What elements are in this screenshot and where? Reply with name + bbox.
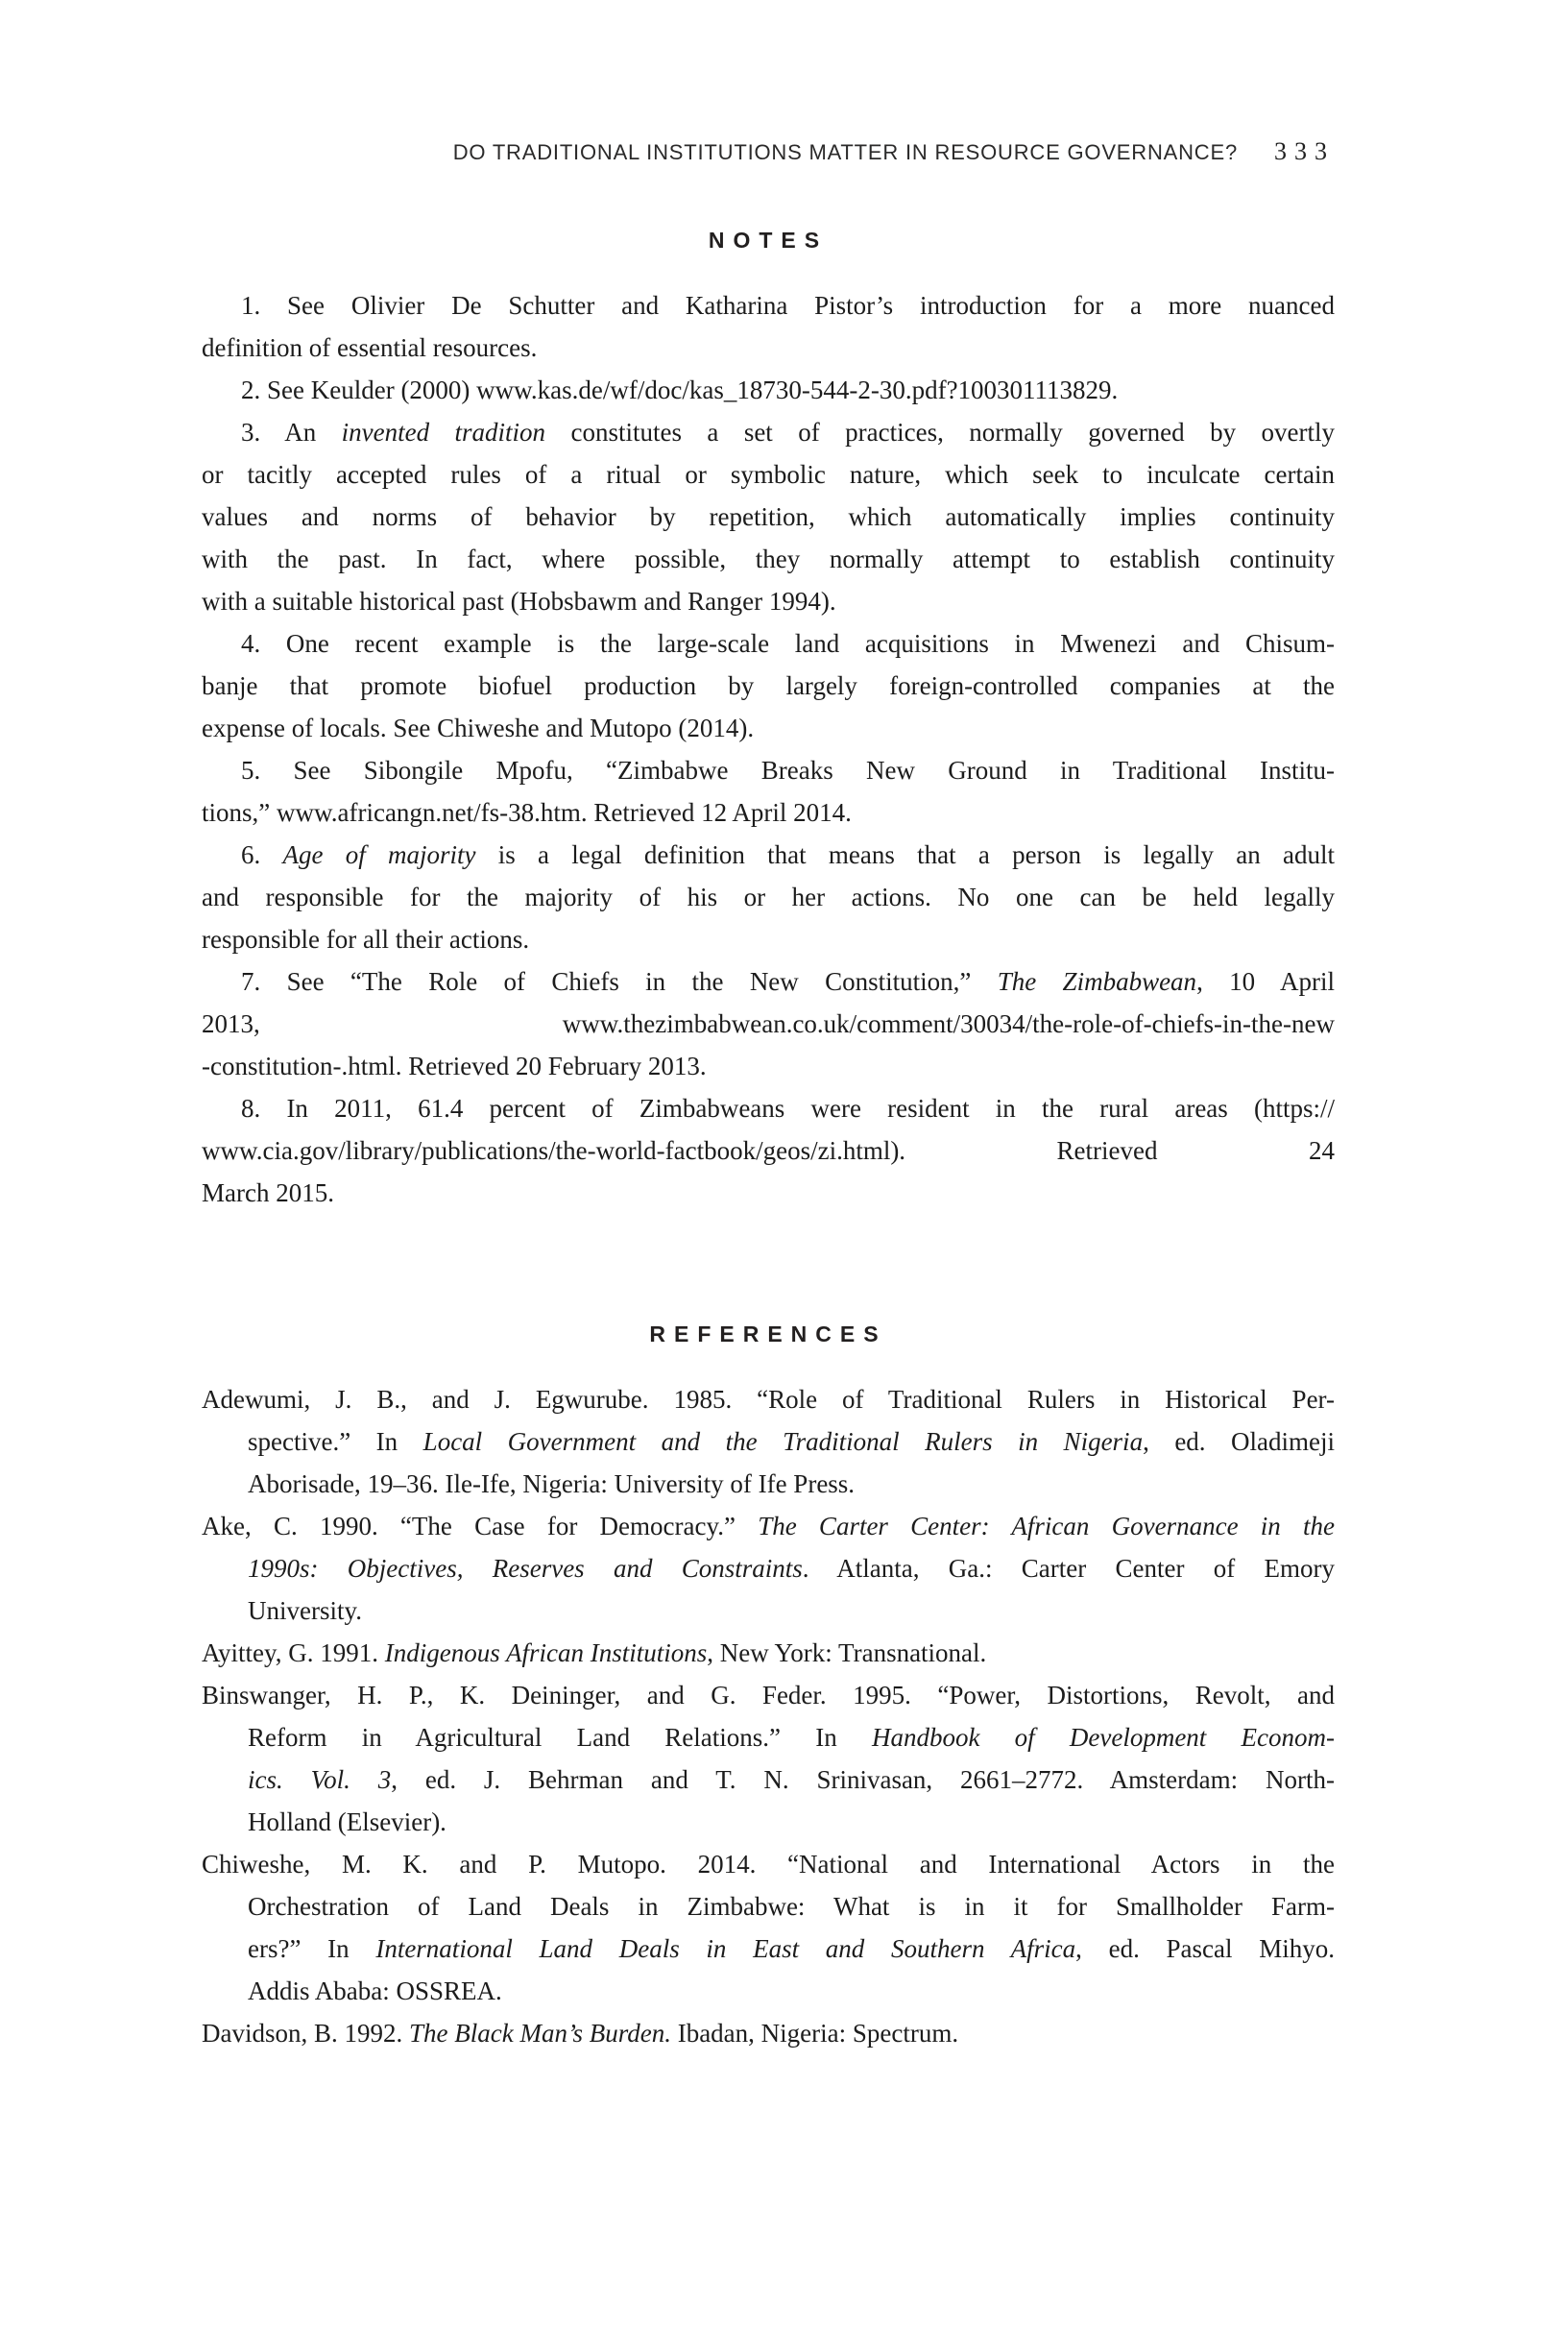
note-paragraph: [202, 411, 1335, 622]
reference-line: Orchestration of Land Deals in Zimbabwe: What is in it for Smallholder Farm-: [248, 1892, 1335, 1921]
reference-line: Reform in Agricultural Land Relations.” In Handbook of Development Econom-: [248, 1723, 1335, 1752]
note-line: March 2015.: [202, 1178, 334, 1207]
note-paragraph: [202, 1087, 1335, 1214]
running-head-title: DO TRADITIONAL INSTITUTIONS MATTER IN RESOURCE GOVERNANCE?: [452, 140, 1238, 164]
note-line: www.cia.gov/library/publications/the-world-factbook/geos/zi.html). Retrieved 24: [202, 1136, 1335, 1165]
reference-line: Adewumi, J. B., and J. Egwurube. 1985. “Role of Traditional Rulers in Historical Per-: [202, 1385, 1335, 1414]
note-line: or tacitly accepted rules of a ritual or symbolic nature, which seek to inculcate certain: [202, 460, 1335, 489]
references-heading: REFERENCES: [649, 1321, 887, 1346]
note-line: responsible for all their actions.: [202, 925, 530, 954]
note-line: with the past. In fact, where possible, they normally attempt to establish continuity: [202, 545, 1335, 573]
reference-line: Ake, C. 1990. “The Case for Democracy.” The Carter Center: African Governance in the: [202, 1512, 1336, 1540]
note-paragraph: [202, 284, 1335, 369]
reference-line: ers?” In International Land Deals in East and Southern Africa, ed. Pascal Mihyo.: [248, 1934, 1335, 1963]
note-line: 3. An invented tradition constitutes a set of practices, normally governed by overtly: [241, 418, 1336, 447]
reference-line: spective.” In Local Government and the Traditional Rulers in Nigeria, ed. Oladimeji: [248, 1427, 1336, 1456]
note-paragraph: [202, 749, 1335, 834]
note-line: 2. See Keulder (2000) www.kas.de/wf/doc/kas_18730-544-2-30.pdf?100301113829.: [241, 376, 1119, 404]
reference-entry: [202, 1843, 1335, 2012]
note-line: definition of essential resources.: [202, 333, 538, 362]
note-line: banje that promote biofuel production by largely foreign-controlled companies at the: [202, 671, 1335, 700]
reference-line: Aborisade, 19–36. Ile-Ife, Nigeria: University of Ife Press.: [248, 1469, 856, 1498]
reference-line: Binswanger, H. P., K. Deininger, and G. Feder. 1995. “Power, Distortions, Revolt, and: [202, 1681, 1335, 1709]
note-paragraph: [202, 369, 1335, 411]
reference-line: Davidson, B. 1992. The Black Man’s Burden. Ibadan, Nigeria: Spectrum.: [202, 2019, 959, 2048]
reference-line: 1990s: Objectives, Reserves and Constraints. Atlanta, Ga.: Carter Center of Emory: [248, 1554, 1335, 1583]
note-line: 8. In 2011, 61.4 percent of Zimbabweans were resident in the rural areas (https://: [241, 1094, 1335, 1123]
reference-entry: [202, 2012, 1335, 2054]
reference-entry: [202, 1378, 1335, 1505]
note-paragraph: [202, 622, 1335, 749]
running-header: [202, 137, 1335, 166]
notes-heading: NOTES: [708, 228, 829, 253]
note-line: expense of locals. See Chiweshe and Mutopo (2014).: [202, 714, 755, 742]
reference-line: ics. Vol. 3, ed. J. Behrman and T. N. Srinivasan, 2661–2772. Amsterdam: North-: [248, 1765, 1335, 1794]
reference-line: University.: [248, 1596, 362, 1625]
reference-line: Chiweshe, M. K. and P. Mutopo. 2014. “National and International Actors in the: [202, 1850, 1335, 1879]
note-line: 4. One recent example is the large-scale land acquisitions in Mwenezi and Chisum-: [241, 629, 1335, 658]
references-section: [202, 1378, 1335, 2054]
reference-entry: [202, 1505, 1335, 1632]
note-line: 2013, www.thezimbabwean.co.uk/comment/30034/the-role-of-chiefs-in-the-new: [202, 1009, 1335, 1038]
note-line: tions,” www.africangn.net/fs-38.htm. Retrieved 12 April 2014.: [202, 798, 852, 827]
note-line: values and norms of behavior by repetition, which automatically implies continuity: [202, 502, 1335, 531]
note-line: 6. Age of majority is a legal definition that means that a person is legally an adult: [241, 840, 1335, 869]
note-line: 7. See “The Role of Chiefs in the New Constitution,” The Zimbabwean, 10 April: [241, 967, 1335, 996]
note-line: with a suitable historical past (Hobsbawm and Ranger 1994).: [202, 587, 836, 616]
reference-line: Holland (Elsevier).: [248, 1807, 446, 1836]
notes-section: [202, 284, 1335, 1214]
text-block: [202, 228, 1335, 2054]
reference-line: Ayittey, G. 1991. Indigenous African Institutions, New York: Transnational.: [202, 1638, 987, 1667]
note-line: 5. See Sibongile Mpofu, “Zimbabwe Breaks New Ground in Traditional Institu-: [241, 756, 1335, 785]
note-line: -constitution-.html. Retrieved 20 February 2013.: [202, 1052, 707, 1080]
note-line: 1. See Olivier De Schutter and Katharina Pistor’s introduction for a more nuanced: [241, 291, 1335, 320]
note-paragraph: [202, 834, 1335, 960]
reference-entry: [202, 1674, 1335, 1843]
reference-line: Addis Ababa: OSSREA.: [248, 1976, 502, 2005]
note-paragraph: [202, 960, 1335, 1087]
page-number: 333: [1274, 137, 1335, 165]
note-line: and responsible for the majority of his or her actions. No one can be held legally: [202, 883, 1335, 911]
reference-entry: [202, 1632, 1335, 1674]
